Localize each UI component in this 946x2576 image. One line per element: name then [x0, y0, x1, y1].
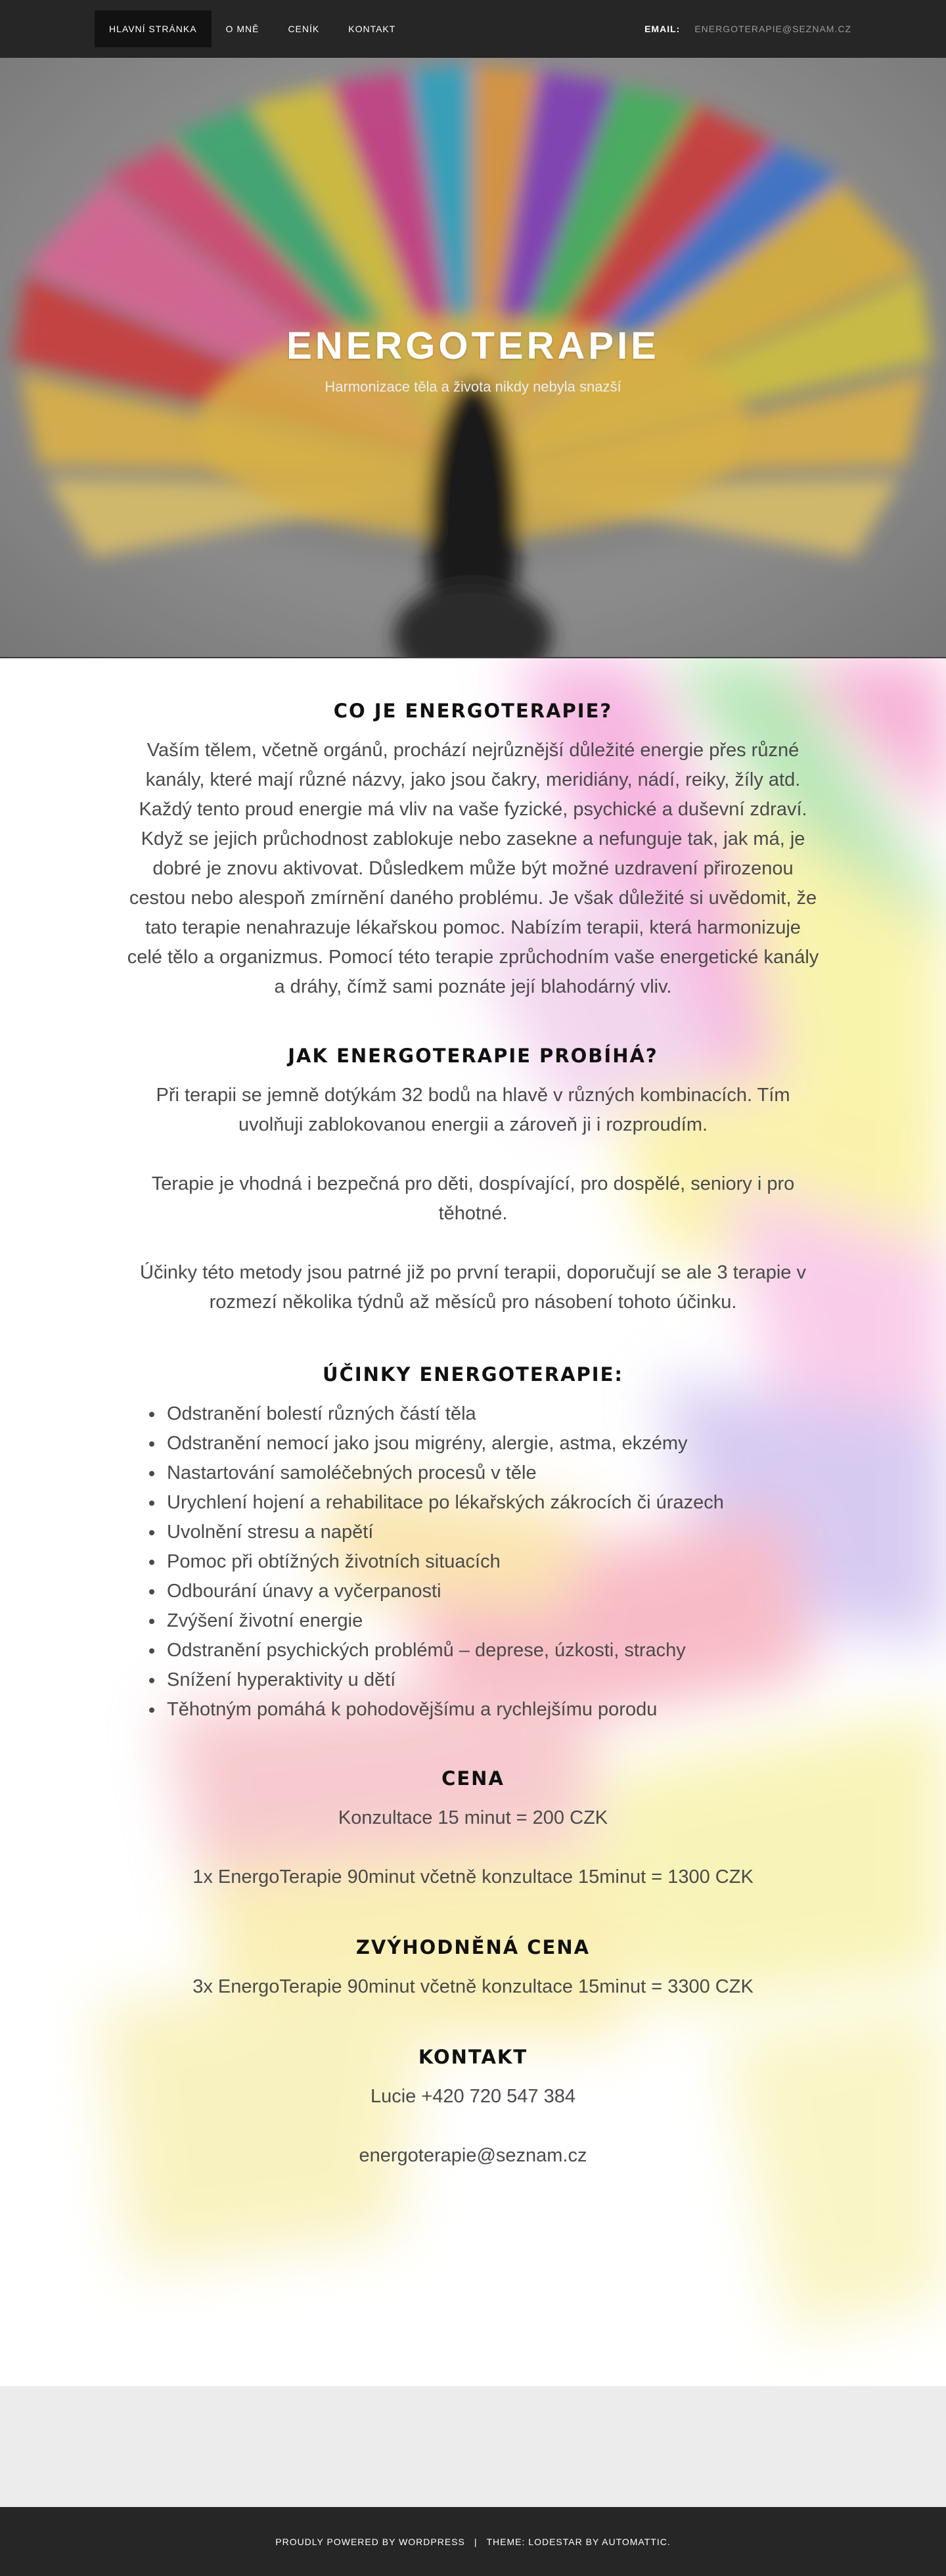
theme-credit-link[interactable]: THEME: LODESTAR BY AUTOMATTIC. [486, 2536, 671, 2547]
list-item: • Odbourání únavy a vyčerpanosti [164, 1577, 841, 1606]
section-title-price: CENA [441, 1767, 505, 1790]
nav-item-contact[interactable]: KONTAKT [348, 24, 396, 34]
price-line-therapy: 1x EnergoTerapie 90minut včetně konzultace 15minut = 1300 CZK [192, 1866, 754, 1887]
main-content [0, 658, 946, 2386]
list-item: • Nastartování samoléčebných procesů v těle [164, 1458, 841, 1488]
nav-item-home[interactable]: HLAVNÍ STRÁNKA [95, 11, 212, 47]
text-line: Při terapii se jemně dotýkám 32 bodů na hlavě v různých kombinacích. Tím [156, 1085, 790, 1106]
section-title-what: CO JE ENERGOTERAPIE? [333, 700, 613, 722]
list-item: • Pomoc při obtížných životních situacích [164, 1547, 841, 1577]
text-line: a dráhy, čímž sami poznáte její blahodárný vliv. [274, 976, 672, 997]
section-title-effects: ÚČINKY ENERGOTERAPIE: [323, 1363, 623, 1386]
list-item: • Uvolnění stresu a napětí [164, 1518, 841, 1547]
main-menu [95, 11, 410, 47]
text-line: Terapie je vhodná i bezpečná pro děti, dospívající, pro dospělé, seniory i pro [151, 1173, 795, 1194]
discount-price-line: 3x EnergoTerapie 90minut včetně konzultace 15minut = 3300 CZK [192, 1976, 754, 1997]
text-line: Když se jejich průchodnost zablokuje nebo zasekne a nefunguje tak, jak má, je [141, 828, 805, 849]
powered-by-link[interactable]: PROUDLY POWERED BY WORDPRESS [275, 2536, 465, 2547]
nav-item-pricing[interactable]: CENÍK [288, 24, 320, 34]
list-item: • Zvýšení životní energie [164, 1606, 841, 1636]
section-text-how-3 [105, 1258, 841, 1317]
text-line: dobré je znovu aktivovat. Důsledkem může být možné uzdravení přirozenou [152, 858, 794, 879]
section-text-what [105, 736, 841, 1002]
list-item: • Urychlení hojení a rehabilitace po lékařských zákrocích či úrazech [164, 1488, 841, 1518]
email-label: EMAIL: [644, 24, 681, 34]
hero-banner [0, 58, 946, 657]
nav-item-about[interactable]: O MNĚ [225, 24, 259, 34]
site-tagline: Harmonizace těla a života nikdy nebyla snazší [325, 378, 621, 395]
text-line: rozmezí několika týdnů až měsíců pro násobení tohoto účinku. [209, 1292, 737, 1313]
section-title-contact: KONTAKT [418, 2046, 528, 2068]
price-line-consultation: Konzultace 15 minut = 200 CZK [338, 1807, 608, 1828]
text-line: Vaším tělem, včetně orgánů, prochází nejrůznější důležité energie přes různé [146, 740, 800, 761]
list-item: • Odstranění psychických problémů – deprese, úzkosti, strachy [164, 1636, 841, 1665]
site-footer [0, 2507, 946, 2576]
site-title[interactable]: ENERGOTERAPIE [286, 325, 660, 367]
section-title-discount: ZVÝHODNĚNÁ CENA [355, 1936, 591, 1958]
list-item: • Odstranění nemocí jako jsou migrény, alergie, astma, ekzémy [164, 1429, 841, 1458]
text-line: kanály, které mají různé názvy, jako jsou čakry, meridiány, nádí, reiky, žíly atd. [145, 769, 801, 790]
text-line: cestou nebo alespoň zmírnění daného problému. Je však důležité si uvědomit, že [129, 888, 817, 909]
text-line: celé tělo a organizmus. Pomocí této terapie zprůchodním vaše energetické kanály [127, 947, 819, 968]
text-line: Každý tento proud energie má vliv na vaše fyzické, psychické a duševní zdraví. [139, 799, 807, 820]
list-item: • Odstranění bolestí různých částí těla [164, 1399, 841, 1429]
text-line: Účinky této metody jsou patrné již po první terapii, doporučují se ale 3 terapie v [140, 1262, 806, 1283]
text-line: uvolňuji zablokovanou energii a zároveň ji i rozproudím. [238, 1114, 708, 1135]
top-navigation-bar [0, 0, 946, 58]
list-item: • Snížení hyperaktivity u dětí [164, 1665, 841, 1695]
effects-list [105, 1399, 841, 1725]
section-text-how-1 [105, 1081, 841, 1140]
contact-phone: Lucie +420 720 547 384 [370, 2086, 576, 2107]
text-line: těhotné. [438, 1203, 508, 1224]
contact-email[interactable]: energoterapie@seznam.cz [359, 2145, 587, 2166]
text-line: tato terapie nenahrazuje lékařskou pomoc. Nabízím terapii, která harmonizuje [145, 917, 801, 938]
header-contact [644, 11, 851, 47]
section-text-how-2 [105, 1169, 841, 1229]
email-link[interactable]: ENERGOTERAPIE@SEZNAM.CZ [694, 24, 851, 34]
list-item: • Těhotným pomáhá k pohodovějšímu a rychlejšímu porodu [164, 1695, 841, 1725]
footer-separator: | [474, 2536, 478, 2547]
section-title-how: JAK ENERGOTERAPIE PROBÍHÁ? [288, 1045, 658, 1067]
